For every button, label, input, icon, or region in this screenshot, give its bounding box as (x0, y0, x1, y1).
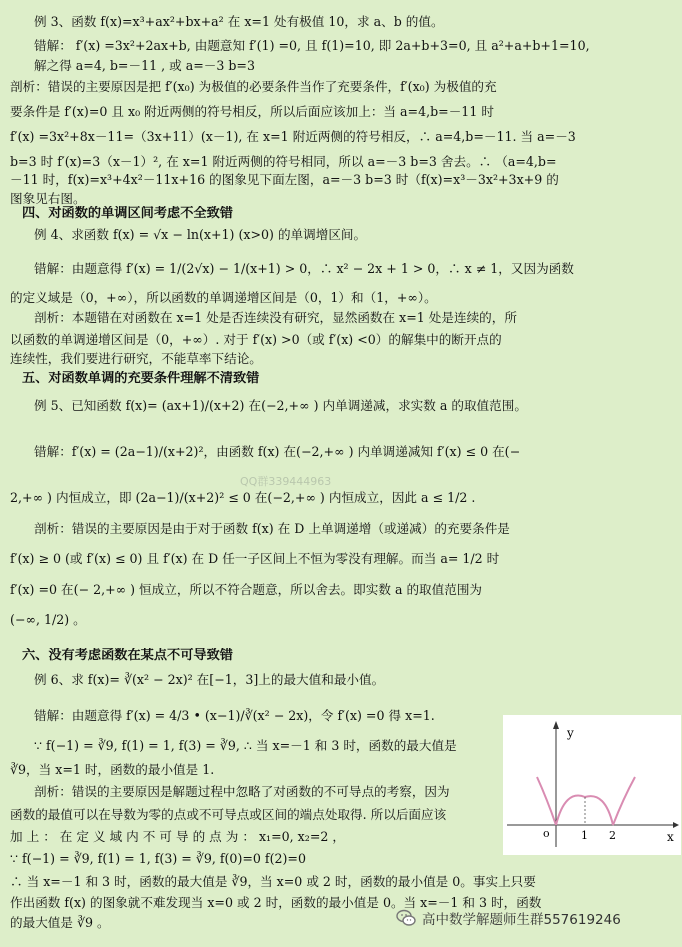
text-line-23: f′(x) =0 在(− 2,+∞ ) 恒成立，所以不符合题意，所以舍去。即实数 a 的取值范围为 (10, 582, 483, 597)
text-line-28: ∵ f(−1) = ∛9, f(1) = 1, f(3) = ∛9, ∴ 当 x=－1 和 3 时，函数的最大值是 (34, 738, 457, 753)
y-axis-label: y (567, 726, 574, 740)
text-line-21: 剖析：错误的主要原因是由于对于函数 f(x) 在 D 上单调递增（或递减）的充要条件是 (34, 521, 510, 536)
text-line-4: 剖析：错误的主要原因是把 f′(x₀) 为极值的必要条件当作了充要条件，f′(x₀) 为极值的充 (10, 79, 497, 94)
text-line-22: f′(x) ≥ 0 (或 f′(x) ≤ 0) 且 f′(x) 在 D 任一子区间上不恒为零没有理解。而当 a= 1/2 时 (10, 551, 500, 566)
text-line-27: 错解：由题意得 f′(x) = 4/3 • (x−1)/∛(x² − 2x)，令 f′(x) =0 得 x=1. (34, 708, 435, 723)
text-line-15: 以函数的单调递增区间是（0，+∞）. 对于 f′(x) >0（或 f′(x) <0）的解集中的断开点的 (10, 332, 502, 347)
text-line-29: ∛9，当 x=1 时，函数的最小值是 1. (10, 762, 215, 777)
text-line-20: 2,+∞ ) 内恒成立，即 (2a−1)/(x+2)² ≤ 0 在(−2,+∞ ) 内恒成立，因此 a ≤ 1/2 . (10, 490, 476, 505)
x-axis-arrow (673, 822, 679, 828)
text-line-32: 加 上 ： 在 定 义 域 内 不 可 导 的 点 为 ： x₁=0, x₂=2 ， (10, 829, 345, 844)
function-graph (503, 715, 681, 855)
text-line-35: 作出函数 f(x) 的图象就不难发现当 x=0 或 2 时，函数的最小值是 0。当 x=－1 和 3 时，函数 (10, 895, 542, 910)
text-line-14: 剖析：本题错在对函数在 x=1 处是否连续没有研究，显然函数在 x=1 处是连续的，所 (34, 310, 517, 325)
text-line-13: 的定义域是（0，+∞），所以函数的单调递增区间是（0，1）和（1，+∞）。 (10, 290, 437, 305)
tick-label-2: 2 (609, 829, 616, 842)
tick-label-1: 1 (581, 829, 588, 842)
curve-left-branch (537, 777, 556, 825)
footer-watermark (396, 907, 621, 929)
text-line-34: ∴ 当 x=－1 和 3 时，函数的最大值是 ∛9，当 x=0 或 2 时，函数的最小值是 0。事实上只要 (10, 874, 536, 889)
text-line-30: 剖析：错误的主要原因是解题过程中忽略了对函数的不可导点的考察，因为 (34, 784, 450, 799)
text-line-2: 错解： f′(x) =3x²+2ax+b, 由题意知 f′(1) =0, 且 f(1)=10, 即 2a+b+3=0, 且 a²+a+b+1=10, (34, 38, 590, 53)
origin-label: o (543, 827, 550, 840)
text-line-18: 例 5、已知函数 f(x)= (ax+1)/(x+2) 在(−2,+∞ ) 内单调递减，求实数 a 的取值范围。 (34, 398, 527, 413)
text-line-33: ∵ f(−1) = ∛9, f(1) = 1, f(3) = ∛9, f(0)=0 f(2)=0 (10, 851, 306, 866)
text-line-1: 例 3、函数 f(x)=x³+ax²+bx+a² 在 x=1 处有极值 10，求 a、b 的值。 (34, 14, 444, 29)
text-line-3: 解之得 a=4, b=－11 , 或 a=－3 b=3 (34, 58, 255, 73)
text-line-8: －11 时，f(x)=x³+4x²－11x+16 的图象见下面左图，a=－3 b=3 时（f(x)=x³－3x²+3x+9 的 (10, 172, 559, 187)
text-line-26: 例 6、求 f(x)= ∛(x² − 2x)² 在[−1，3]上的最大值和最小值。 (34, 672, 385, 687)
graph-svg (503, 715, 681, 855)
wechat-icon (396, 908, 416, 928)
text-line-31: 函数的最值可以在导数为零的点或不可导点或区间的端点处取得. 所以后面应该 (10, 807, 447, 822)
x-axis-label: x (667, 830, 674, 844)
text-line-19: 错解：f′(x) = (2a−1)/(x+2)²，由函数 f(x) 在(−2,+∞ ) 内单调递减知 f′(x) ≤ 0 在(− (34, 444, 521, 459)
text-line-5: 要条件是 f′(x)=0 且 x₀ 附近两侧的符号相反，所以后面应该加上：当 a=4,b=－11 时 (10, 104, 494, 119)
text-line-25: 六、没有考虑函数在某点不可导致错 (22, 648, 233, 663)
text-line-24: (−∞, 1/2) 。 (10, 612, 86, 627)
text-line-16: 连续性，我们要进行研究，不能草率下结论。 (10, 351, 262, 366)
text-line-12: 错解：由题意得 f′(x) = 1/(2√x) − 1/(x+1) > 0，∴ x² − 2x + 1 > 0，∴ x ≠ 1，又因为函数 (34, 261, 574, 276)
text-line-9: 图象见右图。 (10, 191, 86, 206)
text-line-6: f′(x) =3x²+8x－11=（3x+11）(x－1), 在 x=1 附近两侧的符号相反，∴ a=4,b=－11. 当 a=－3 (10, 129, 576, 144)
footer-watermark-text: 高中数学解题师生群557619246 (422, 912, 621, 928)
text-line-10: 四、对函数的单调区间考虑不全致错 (22, 206, 233, 221)
text-line-11: 例 4、求函数 f(x) = √x − ln(x+1) (x>0) 的单调增区间。 (34, 227, 367, 242)
y-axis-arrow (553, 721, 559, 729)
curve-middle-arch (556, 796, 613, 825)
text-line-7: b=3 时 f′(x)=3（x－1）², 在 x=1 附近两侧的符号相同，所以 a=－3 b=3 舍去。∴ （a=4,b= (10, 154, 557, 169)
qq-watermark: QQ群339444963 (240, 475, 332, 488)
curve-right-branch (613, 777, 635, 825)
text-line-36: 的最大值是 ∛9 。 (10, 915, 110, 930)
text-line-17: 五、对函数单调的充要条件理解不清致错 (22, 371, 260, 386)
